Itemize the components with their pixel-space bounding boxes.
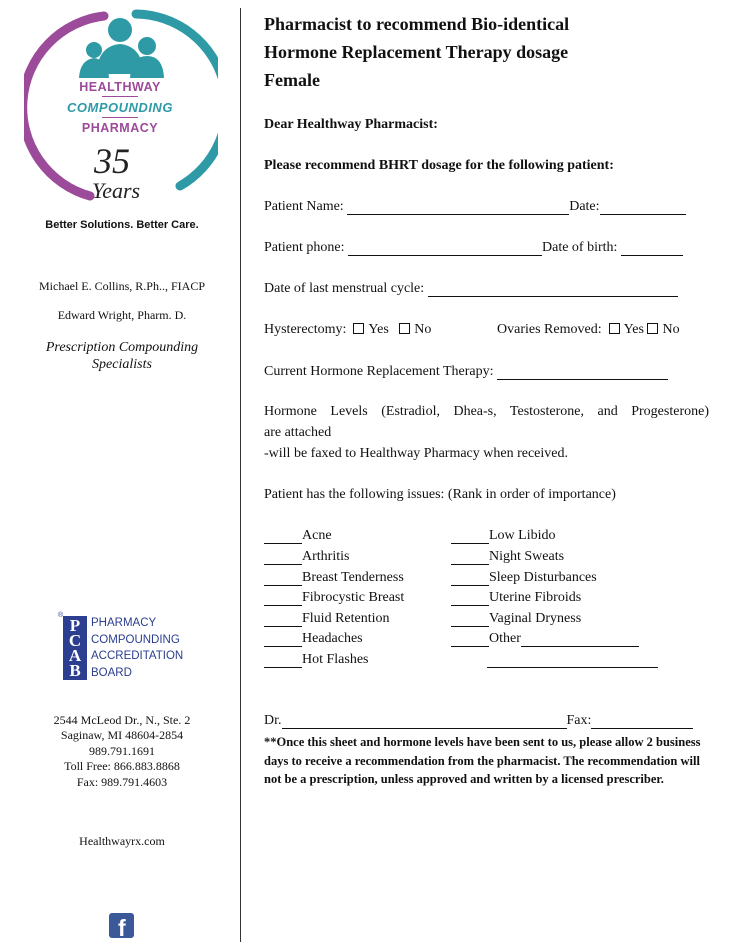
rank-field[interactable] xyxy=(451,591,489,606)
rank-field[interactable] xyxy=(451,612,489,627)
dr-row xyxy=(264,713,693,729)
hrt-row xyxy=(264,364,668,380)
dr-field[interactable] xyxy=(282,714,567,729)
patient-phone-field[interactable] xyxy=(348,241,542,256)
hormone-levels-text: Hormone Levels (Estradiol, Dhea-s, Testosterone, and Progesterone) xyxy=(264,404,709,419)
rank-field[interactable] xyxy=(451,632,489,647)
staff-name: Edward Wright, Pharm. D. xyxy=(57,308,187,322)
rank-field[interactable] xyxy=(264,571,302,586)
issue-label: Uterine Fibroids xyxy=(489,590,582,605)
logo-text-pharmacy: PHARMACY xyxy=(81,121,159,135)
hysterectomy-label: Hysterectomy: xyxy=(264,322,347,337)
ovaries-yes-checkbox[interactable] xyxy=(609,323,620,334)
patient-name-row xyxy=(264,199,686,215)
issue-item xyxy=(264,611,390,627)
issue-item xyxy=(451,631,639,647)
dr-label: Dr. xyxy=(264,713,282,728)
logo-rule xyxy=(102,96,138,97)
other-extra-line xyxy=(487,652,658,668)
logo-rule xyxy=(102,117,138,118)
fax-note: -will be faxed to Healthway Pharmacy when received. xyxy=(264,446,568,461)
other-field-continued[interactable] xyxy=(487,653,658,668)
issue-label: Low Libido xyxy=(489,528,556,543)
issue-label: Hot Flashes xyxy=(302,652,369,667)
disclaimer-note: **Once this sheet and hormone levels have been sent to us, please allow 2 business days to receive a recommendation from the pharmacist. The recommendation will not be a prescription, unless approved and written by a licensed prescriber. xyxy=(264,735,701,786)
request-text: Please recommend BHRT dosage for the following patient: xyxy=(264,158,614,173)
logo-text-compounding: COMPOUNDING xyxy=(67,100,173,115)
registered-mark: ® xyxy=(58,612,64,619)
address-line: Saginaw, MI 48604-2854 xyxy=(60,728,184,743)
form xyxy=(264,0,714,949)
date-label: Date: xyxy=(569,199,600,214)
date-field[interactable] xyxy=(600,200,686,215)
fax-label: Fax: xyxy=(566,713,592,728)
rank-field[interactable] xyxy=(264,632,302,647)
pcab-line: PHARMACY xyxy=(91,617,157,629)
pcab-letter: P xyxy=(69,616,81,635)
fax-number: Fax: 989.791.4603 xyxy=(76,774,168,789)
issue-item xyxy=(264,631,363,647)
other-field[interactable] xyxy=(521,632,639,647)
hrt-label: Current Hormone Replacement Therapy: xyxy=(264,364,494,379)
issue-label: Acne xyxy=(302,528,332,543)
issue-label: Other xyxy=(489,631,521,646)
specialists-line: Specialists xyxy=(92,357,152,372)
menstrual-row xyxy=(264,281,678,297)
patient-name-field[interactable] xyxy=(347,200,569,215)
website-link[interactable]: Healthwayrx.com xyxy=(79,834,165,848)
hormone-levels-text: are attached xyxy=(264,425,332,440)
pcab-line: ACCREDITATION xyxy=(91,650,184,662)
pcab-letter: B xyxy=(69,661,81,680)
tagline: Better Solutions. Better Care. xyxy=(45,219,199,231)
rank-field[interactable] xyxy=(451,571,489,586)
hysterectomy-row xyxy=(264,322,431,338)
issue-label: Headaches xyxy=(302,631,363,646)
issue-item xyxy=(264,590,404,606)
address-block xyxy=(0,713,244,790)
patient-phone-label: Patient phone: xyxy=(264,240,345,255)
issue-item xyxy=(451,528,556,544)
issue-item xyxy=(264,528,332,544)
vertical-divider xyxy=(240,8,241,942)
issues-intro: Patient has the following issues: (Rank in order of importance) xyxy=(264,487,616,502)
sidebar xyxy=(0,0,240,949)
patient-phone-row xyxy=(264,240,683,256)
rank-field[interactable] xyxy=(451,550,489,565)
hysterectomy-yes-checkbox[interactable] xyxy=(353,323,364,334)
title-line: Pharmacist to recommend Bio-identical xyxy=(264,14,570,34)
issue-label: Vaginal Dryness xyxy=(489,611,582,626)
specialists-caption xyxy=(0,339,244,373)
pcab-letter: A xyxy=(68,646,82,665)
rank-field[interactable] xyxy=(451,529,489,544)
ovaries-no-checkbox[interactable] xyxy=(647,323,658,334)
issue-label: Arthritis xyxy=(302,549,350,564)
issue-label: Fluid Retention xyxy=(302,611,390,626)
pcab-text xyxy=(91,615,196,681)
hrt-field[interactable] xyxy=(497,365,668,380)
ovaries-label: Ovaries Removed: xyxy=(497,322,602,337)
issue-item xyxy=(451,570,597,586)
toll-free-number: Toll Free: 866.883.8868 xyxy=(64,759,180,774)
patient-name-label: Patient Name: xyxy=(264,199,344,214)
phone-number: 989.791.1691 xyxy=(89,743,155,758)
pcab-logo xyxy=(58,612,193,682)
no-label: No xyxy=(662,322,680,337)
form-title xyxy=(264,10,724,94)
dob-label: Date of birth: xyxy=(542,240,618,255)
facebook-icon[interactable] xyxy=(109,913,134,941)
logo-years-number: 35 xyxy=(94,141,130,181)
issue-label: Night Sweats xyxy=(489,549,565,564)
rank-field[interactable] xyxy=(264,591,302,606)
issue-label: Breast Tenderness xyxy=(302,570,404,585)
issue-item xyxy=(451,611,581,627)
rank-field[interactable] xyxy=(264,653,302,668)
rank-field[interactable] xyxy=(264,550,302,565)
pcab-line: BOARD xyxy=(91,666,132,679)
title-line: Female xyxy=(264,70,320,90)
rank-field[interactable] xyxy=(264,612,302,627)
salutation: Dear Healthway Pharmacist: xyxy=(264,117,438,132)
issue-item xyxy=(264,549,349,565)
address-line: 2544 McLeod Dr., N., Ste. 2 xyxy=(53,713,191,727)
issue-item xyxy=(264,652,369,668)
facebook-glyph: f xyxy=(118,915,126,941)
issue-item xyxy=(451,549,564,565)
ovaries-row xyxy=(497,322,680,338)
yes-label: Yes xyxy=(623,322,644,337)
issue-item xyxy=(451,590,581,606)
fax-field[interactable] xyxy=(591,714,693,729)
staff-name: Michael E. Collins, R.Ph.., FIACP xyxy=(38,279,205,293)
dob-field[interactable] xyxy=(621,241,683,256)
specialists-line: Prescription Compounding xyxy=(45,340,199,355)
rank-field[interactable] xyxy=(264,529,302,544)
menstrual-label: Date of last menstrual cycle: xyxy=(264,281,425,296)
logo-years-word: Years xyxy=(92,178,141,203)
hysterectomy-no-checkbox[interactable] xyxy=(399,323,410,334)
title-line: Hormone Replacement Therapy dosage xyxy=(264,42,569,62)
logo-text-healthway: HEALTHWAY xyxy=(79,80,161,94)
pcab-letter: C xyxy=(68,631,82,650)
menstrual-field[interactable] xyxy=(428,282,678,297)
issue-item xyxy=(264,570,404,586)
issue-label: Sleep Disturbances xyxy=(489,570,597,585)
no-label: No xyxy=(414,322,432,337)
issue-label: Fibrocystic Breast xyxy=(302,590,405,605)
yes-label: Yes xyxy=(368,322,389,337)
pcab-line: COMPOUNDING xyxy=(91,633,180,646)
